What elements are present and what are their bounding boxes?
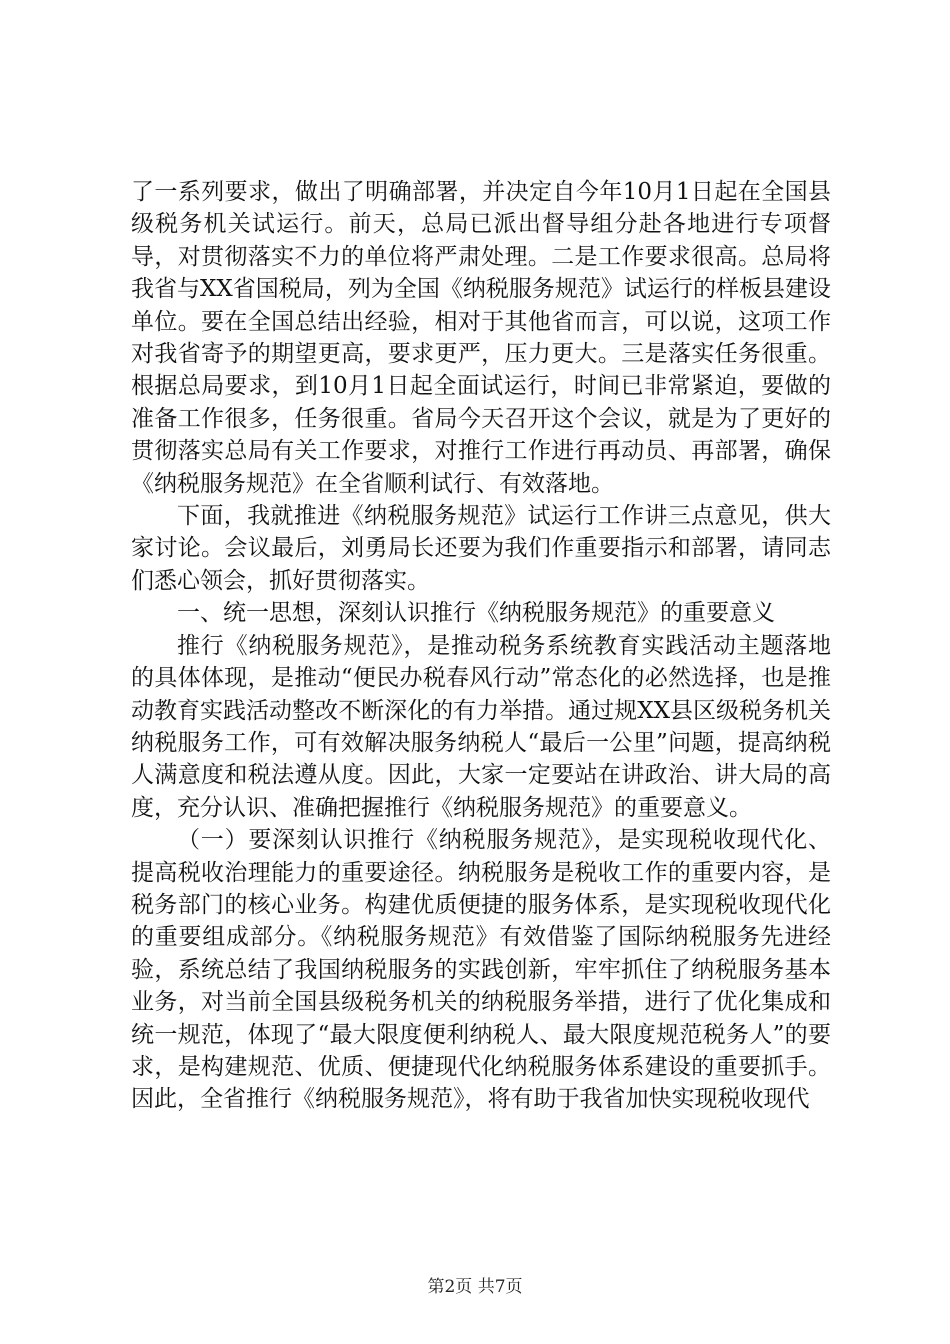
page-footer: 第2页 共7页 <box>427 1277 523 1297</box>
paragraph-2: 下面，我就推进《纳税服务规范》试运行工作讲三点意见，供大家讨论。会议最后，刘勇局长还要为我们作重要指示和部署，请同志们悉心领会，抓好贯彻落实。 <box>131 503 831 594</box>
paragraph-3: 推行《纳税服务规范》，是推动税务系统教育实践活动主题落地的具体体现，是推动“便民办税春风行动”常态化的必然选择，也是推动教育实践活动整改不断深化的有力举措。通过规XX县区级税务机关纳税服务工作，可有效解决服务纳税人“最后一公里”问题，提高纳税人满意度和税法遵从度。因此，大家一定要站在讲政治、讲大局的高度，充分认识、准确把握推行《纳税服务规范》的重要意义。 <box>131 632 831 821</box>
section-heading-1: 一、统一思想，深刻认识推行《纳税服务规范》的重要意义 <box>177 600 775 627</box>
document-body <box>131 176 831 1116</box>
paragraph-1: 了一系列要求，做出了明确部署，并决定自今年10月1日起在全国县级税务机关试运行。前天，总局已派出督导组分赴各地进行专项督导，对贯彻落实不力的单位将严肃处理。二是工作要求很高。总局将我省与XX省国税局，列为全国《纳税服务规范》试运行的样板县建设单位。要在全国总结出经验，相对于其他省而言，可以说，这项工作对我省寄予的期望更高，要求更严，压力更大。三是落实任务很重。根据总局要求，到10月1日起全面试运行，时间已非常紧迫，要做的准备工作很多，任务很重。省局今天召开这个会议，就是为了更好的贯彻落实总局有关工作要求，对推行工作进行再动员、再部署，确保《纳税服务规范》在全省顺利试行、有效落地。 <box>131 179 831 497</box>
paragraph-4: （一）要深刻认识推行《纳税服务规范》，是实现税收现代化、提高税收治理能力的重要途径。纳税服务是税收工作的重要内容，是税务部门的核心业务。构建优质便捷的服务体系，是实现税收现代化的重要组成部分。《纳税服务规范》有效借鉴了国际纳税服务先进经验，系统总结了我国纳税服务的实践创新，牢牢抓住了纳税服务基本业务，对当前全国县级税务机关的纳税服务举措，进行了优化集成和统一规范，体现了“最大限度便利纳税人、最大限度规范税务人”的要求，是构建规范、优质、便捷现代化纳税服务体系建设的重要抓手。因此，全省推行《纳税服务规范》，将有助于我省加快实现税收现代 <box>131 827 831 1113</box>
